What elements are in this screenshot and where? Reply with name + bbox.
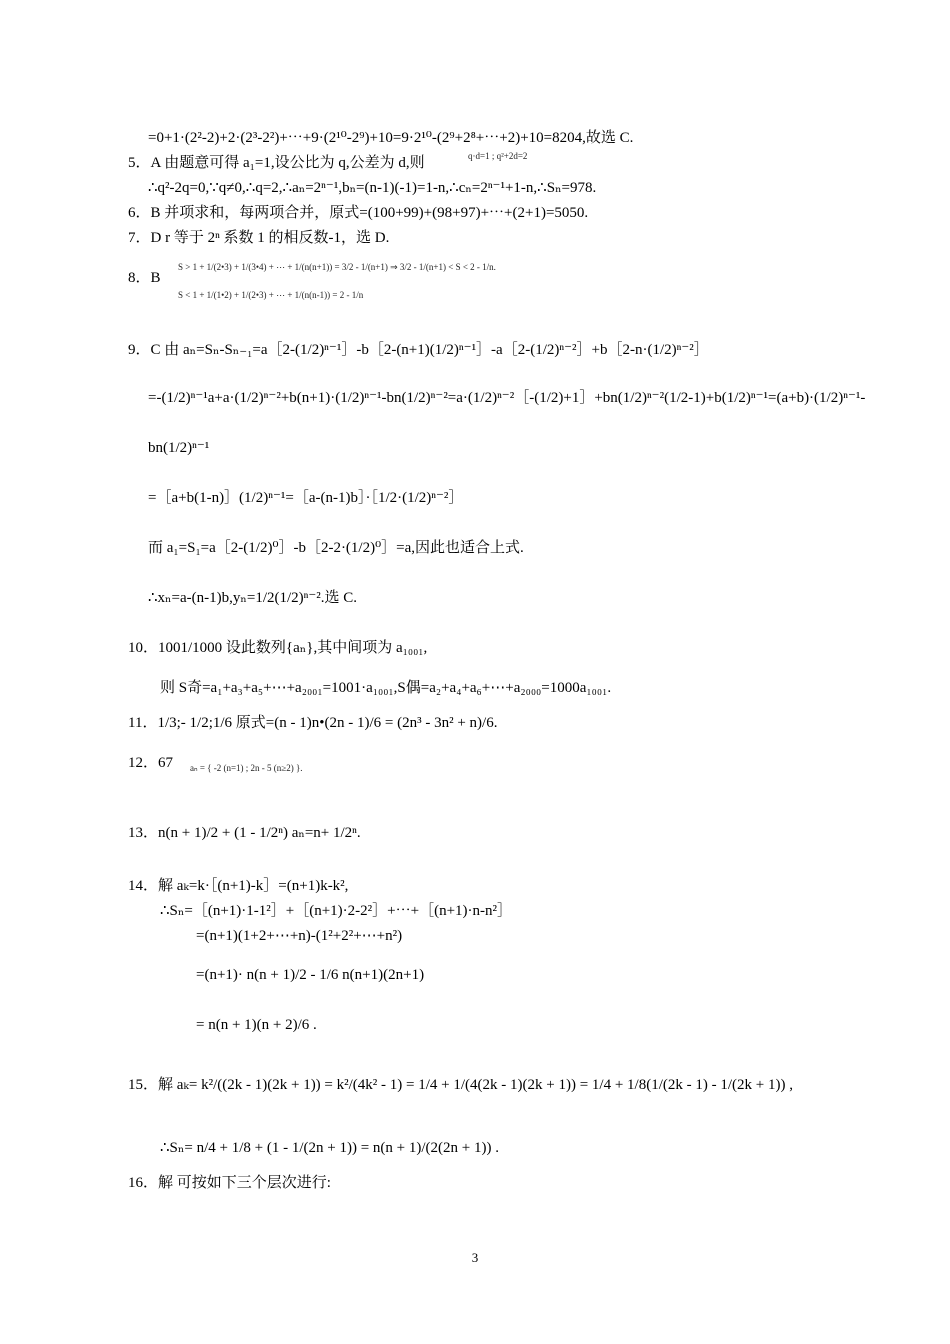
- line-12: ∴xₙ=a-(n-1)b,yₙ=1/2(1/2)ⁿ⁻².选 C.: [148, 590, 358, 606]
- line-16: 12．67: [128, 755, 174, 771]
- line-13: 10．1001/1000 设此数列{aₙ},其中间项为 a₁₀₀₁,: [128, 640, 428, 656]
- line-9: bn(1/2)ⁿ⁻¹: [148, 440, 210, 456]
- line-4: 6．B 并项求和，每两项合并，原式=(100+99)+(98+97)+⋯+(2+1)=5050.: [128, 205, 589, 221]
- line-23: 15．解 aₖ= k²/((2k - 1)(2k + 1)) = k²/(4k² - 1) = 1/4 + 1/(4(2k - 1)(2k + 1)) = 1/4 + 1/8(1/(2k - 1) - 1/(2k + 1)) ,: [128, 1077, 793, 1093]
- line-1: =0+1·(2²-2)+2·(2³-2²)+⋯+9·(2¹⁰-2⁹)+10=9·2¹⁰-(2⁹+2⁸+⋯+2)+10=8204,故选 C.: [148, 130, 634, 146]
- line-19: ∴Sₙ=［(n+1)·1-1²］+［(n+1)·2-2²］+⋯+［(n+1)·n-n²］: [160, 903, 513, 919]
- equation-5-system: q·d=1 ; q²+2d=2: [468, 151, 528, 161]
- equation-8-upper: S > 1 + 1/(2•3) + 1/(3•4) + ⋯ + 1/(n(n+1)) = 3/2 - 1/(n+1) ⇒ 3/2 - 1/(n+1) < S < 2 - 1/n.: [178, 262, 496, 272]
- line-24: ∴Sₙ= n/4 + 1/8 + (1 - 1/(2n + 1)) = n(n + 1)/(2(2n + 1)) .: [160, 1140, 499, 1156]
- line-20: =(n+1)(1+2+⋯+n)-(1²+2²+⋯+n²): [196, 928, 403, 944]
- line-7: 9．C 由 aₙ=Sₙ-Sₙ₋₁=a［2-(1/2)ⁿ⁻¹］-b［2-(n+1)(1/2)ⁿ⁻¹］-a［2-(1/2)ⁿ⁻²］+b［2-n·(1/2)ⁿ⁻²］: [128, 342, 709, 358]
- line-6: 8．B: [128, 270, 161, 286]
- line-17: 13．n(n + 1)/2 + (1 - 1/2ⁿ) aₙ=n+ 1/2ⁿ.: [128, 825, 361, 841]
- line-2: 5．A 由题意可得 a₁=1,设公比为 q,公差为 d,则: [128, 155, 425, 171]
- line-18: 14．解 aₖ=k·［(n+1)-k］=(n+1)k-k²,: [128, 878, 349, 894]
- line-11: 而 a₁=S₁=a［2-(1/2)⁰］-b［2-2·(1/2)⁰］=a,因此也适合上式.: [148, 540, 524, 556]
- line-8: =-(1/2)ⁿ⁻¹a+a·(1/2)ⁿ⁻²+b(n+1)·(1/2)ⁿ⁻¹-bn(1/2)ⁿ⁻²=a·(1/2)ⁿ⁻²［-(1/2)+1］+bn(1/2)ⁿ⁻²(1/2-1)+b(1/2)ⁿ⁻¹=(a+b)·(1/2)ⁿ⁻¹-: [148, 390, 866, 406]
- equation-8-lower: S < 1 + 1/(1•2) + 1/(2•3) + ⋯ + 1/(n(n-1)) = 2 - 1/n: [178, 290, 364, 300]
- line-14: 则 S奇=a₁+a₃+a₅+⋯+a₂₀₀₁=1001·a₁₀₀₁,S偶=a₂+a₄+a₆+⋯+a₂₀₀₀=1000a₁₀₀₁.: [160, 680, 612, 696]
- line-22: = n(n + 1)(n + 2)/6 .: [196, 1017, 317, 1033]
- page-number: 3: [471, 1250, 479, 1265]
- line-15: 11．1/3;- 1/2;1/6 原式=(n - 1)n•(2n - 1)/6 = (2n³ - 3n² + n)/6.: [128, 715, 498, 731]
- line-5: 7．D r 等于 2ⁿ 系数 1 的相反数-1，选 D.: [128, 230, 390, 246]
- line-10: =［a+b(1-n)］(1/2)ⁿ⁻¹=［a-(n-1)b］·［1/2·(1/2)ⁿ⁻²］: [148, 490, 464, 506]
- equation-12: aₙ = { -2 (n=1) ; 2n - 5 (n≥2) }.: [190, 763, 303, 773]
- line-21: =(n+1)· n(n + 1)/2 - 1/6 n(n+1)(2n+1): [196, 967, 425, 983]
- line-25: 16．解 可按如下三个层次进行:: [128, 1175, 331, 1191]
- line-3: ∴q²-2q=0,∵q≠0,∴q=2,∴aₙ=2ⁿ⁻¹,bₙ=(n-1)(-1)=1-n,∴cₙ=2ⁿ⁻¹+1-n,∴Sₙ=978.: [148, 180, 597, 196]
